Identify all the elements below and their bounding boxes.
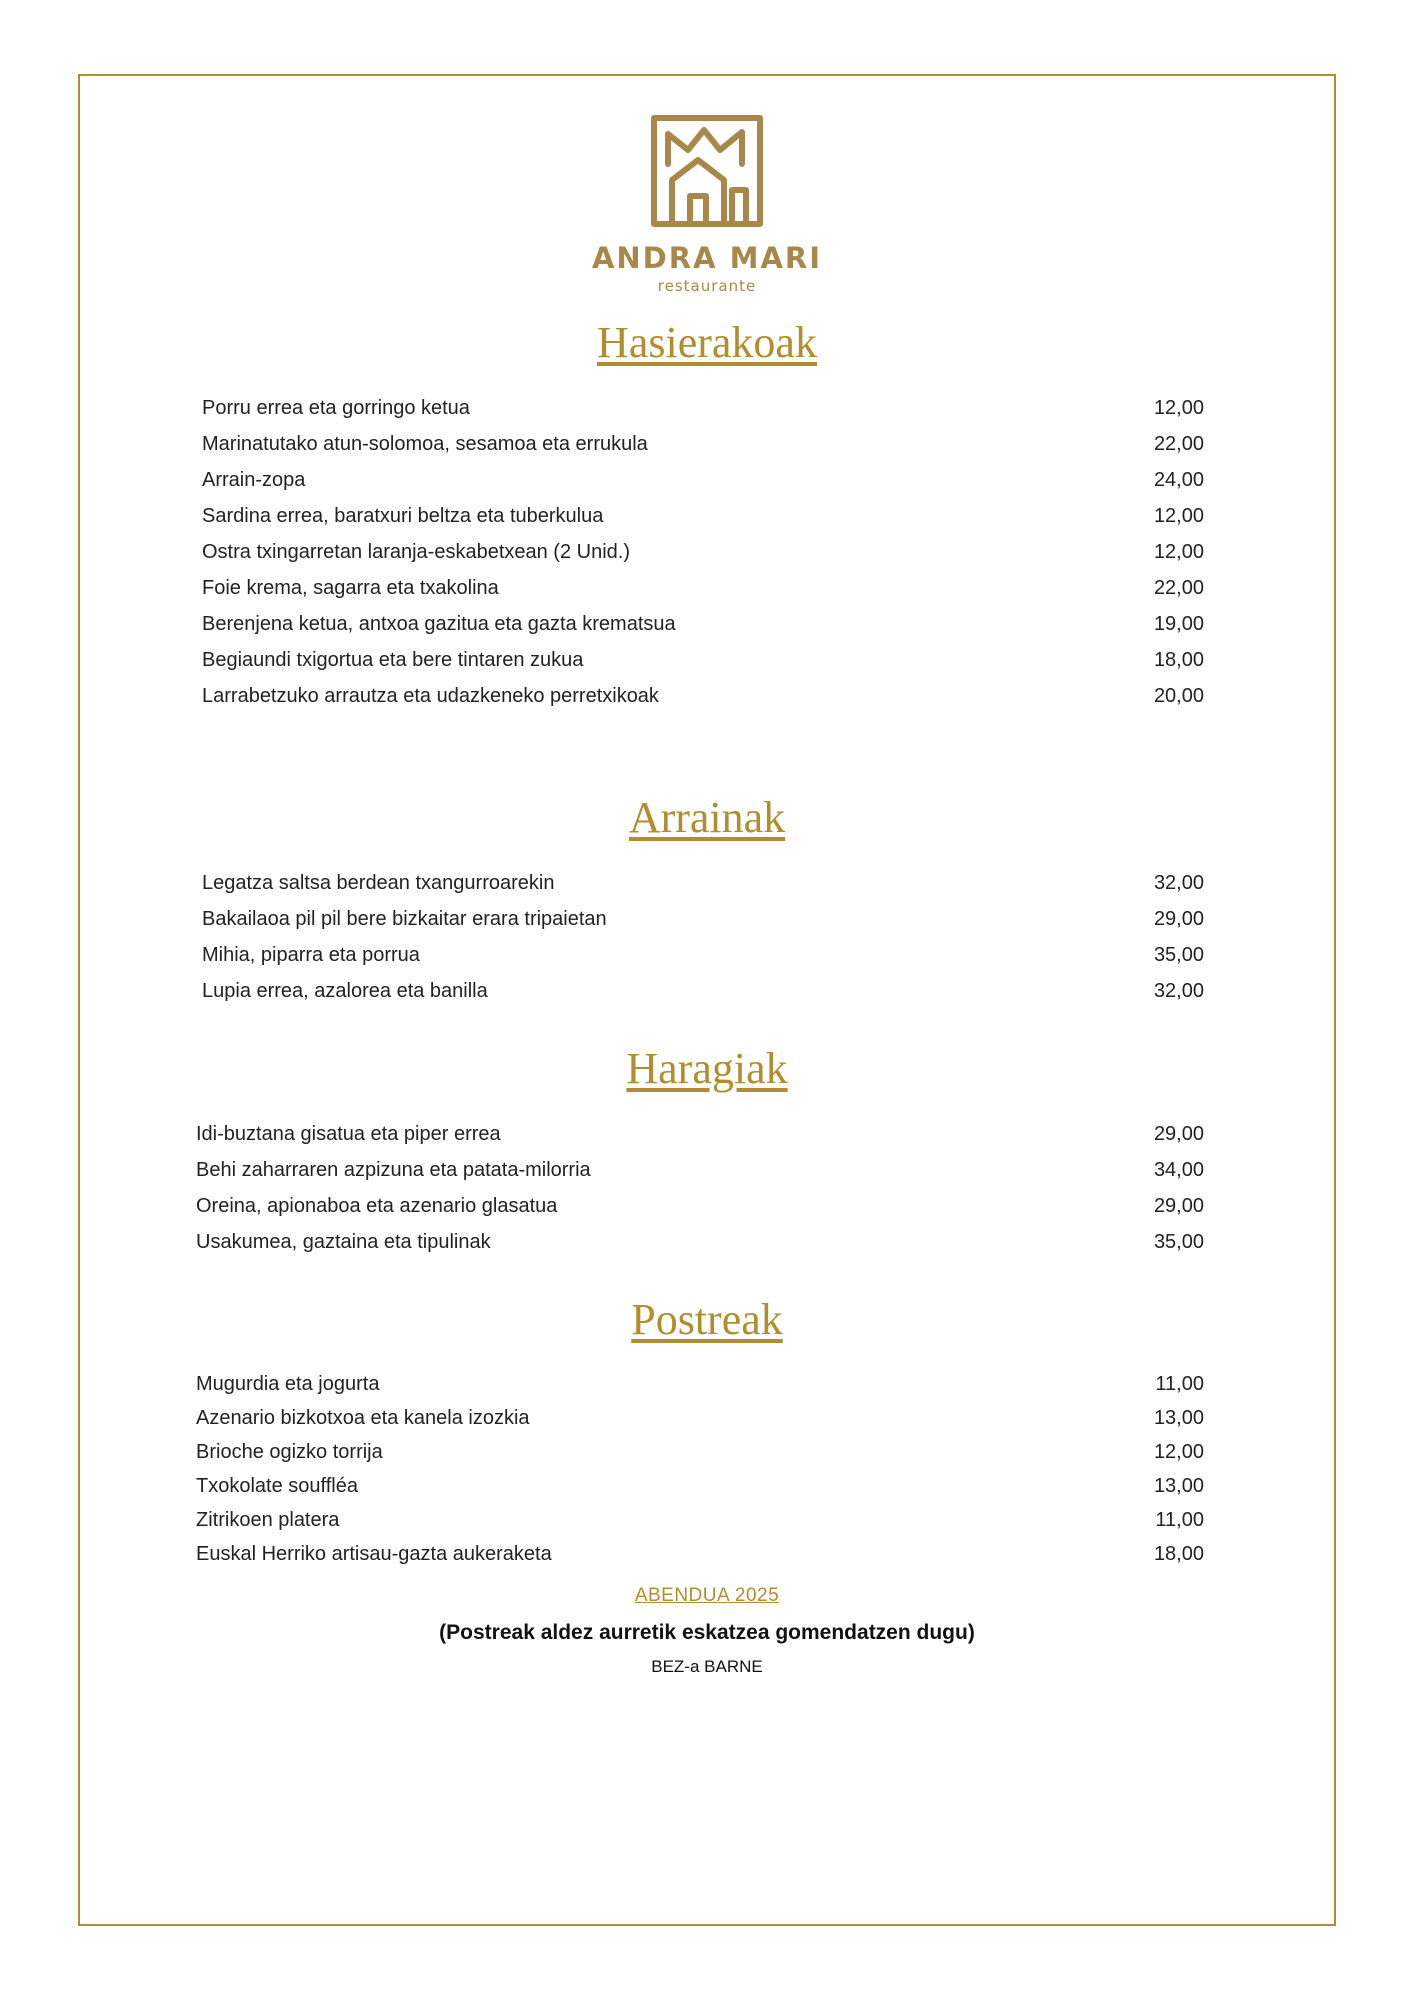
menu-item — [188, 642, 1226, 678]
menu-item-name: Behi zaharraren azpizuna eta patata-milorria — [196, 1159, 591, 1181]
menu-item-name: Porru errea eta gorringo ketua — [202, 397, 470, 419]
section-title-desserts: Postreak — [631, 1295, 783, 1344]
menu-item — [188, 498, 1226, 534]
menu-item — [188, 1401, 1226, 1435]
menu-item-price: 13,00 — [1153, 1475, 1204, 1497]
menu-item-name: Azenario bizkotxoa eta kanela izozkia — [196, 1407, 530, 1429]
menu-item — [188, 1469, 1226, 1503]
menu-item-price: 22,00 — [1153, 433, 1204, 455]
menu-item-price: 32,00 — [1153, 872, 1204, 894]
menu-item-price: 12,00 — [1153, 505, 1204, 527]
menu-item — [188, 1537, 1226, 1571]
menu-item-name: Begiaundi txigortua eta bere tintaren zukua — [202, 649, 584, 671]
menu-item — [188, 462, 1226, 498]
menu-item-name: Larrabetzuko arrautza eta udazkeneko perretxikoak — [202, 685, 659, 707]
section-items-starters — [188, 390, 1226, 714]
menu-item-price: 35,00 — [1153, 1231, 1204, 1253]
menu-item — [188, 865, 1226, 901]
menu-item-name: Lupia errea, azalorea eta banilla — [202, 980, 488, 1002]
menu-item-name: Euskal Herriko artisau-gazta aukeraketa — [196, 1543, 552, 1565]
brand-subtitle: restaurante — [657, 277, 757, 295]
menu-item — [188, 901, 1226, 937]
menu-item — [188, 1152, 1226, 1188]
menu-item-name: Txokolate souffléa — [196, 1475, 358, 1497]
menu-item-name: Berenjena ketua, antxoa gazitua eta gazta krematsua — [202, 613, 676, 635]
menu-item-price: 12,00 — [1153, 397, 1204, 419]
menu-item-name: Oreina, apionaboa eta azenario glasatua — [196, 1195, 558, 1217]
menu-item-name: Foie krema, sagarra eta txakolina — [202, 577, 499, 599]
menu-item — [188, 1116, 1226, 1152]
menu-item-name: Mugurdia eta jogurta — [196, 1373, 380, 1395]
section-items-desserts — [188, 1367, 1226, 1571]
menu-item-name: Marinatutako atun-solomoa, sesamoa eta errukula — [202, 433, 648, 455]
menu-item-price: 29,00 — [1153, 1195, 1204, 1217]
tax-note: BEZ-a BARNE — [651, 1657, 763, 1676]
menu-item-price: 32,00 — [1153, 980, 1204, 1002]
menu-item-name: Legatza saltsa berdean txangurroarekin — [202, 872, 555, 894]
menu-item-price: 19,00 — [1153, 613, 1204, 635]
menu-item-price: 11,00 — [1155, 1373, 1204, 1395]
menu-item-price: 18,00 — [1153, 649, 1204, 671]
menu-item — [188, 426, 1226, 462]
menu-item-name: Arrain-zopa — [202, 469, 306, 491]
menu-item — [188, 606, 1226, 642]
menu-item-name: Usakumea, gaztaina eta tipulinak — [196, 1231, 491, 1253]
restaurant-logo — [188, 74, 1226, 295]
house-mountain-logo-icon — [632, 104, 782, 234]
menu-item — [188, 937, 1226, 973]
menu-item — [188, 1435, 1226, 1469]
menu-item — [188, 1224, 1226, 1260]
menu-item-price: 20,00 — [1153, 685, 1204, 707]
menu-item-price: 12,00 — [1153, 1441, 1204, 1463]
menu-date: ABENDUA 2025 — [634, 1585, 780, 1606]
menu-item-price: 22,00 — [1153, 577, 1204, 599]
menu-item-name: Sardina errea, baratxuri beltza eta tuberkulua — [202, 505, 604, 527]
menu-content — [78, 74, 1336, 1926]
menu-item-price: 29,00 — [1153, 1123, 1204, 1145]
section-title-starters: Hasierakoak — [597, 318, 817, 367]
menu-item — [188, 973, 1226, 1009]
menu-item-price: 29,00 — [1153, 908, 1204, 930]
menu-item-price: 24,00 — [1153, 469, 1204, 491]
menu-item — [188, 1367, 1226, 1401]
dessert-note: (Postreak aldez aurretik eskatzea gomendatzen dugu) — [439, 1621, 975, 1644]
menu-item-name: Ostra txingarretan laranja-eskabetxean (2 Unid.) — [202, 541, 630, 563]
menu-footer — [188, 1585, 1226, 1677]
brand-name: ANDRA MARI — [591, 241, 823, 275]
menu-item — [188, 1503, 1226, 1537]
section-items-fish — [188, 865, 1226, 1009]
menu-item-price: 35,00 — [1153, 944, 1204, 966]
menu-item-price: 11,00 — [1155, 1509, 1204, 1531]
menu-item-name: Mihia, piparra eta porrua — [202, 944, 420, 966]
section-title-meat: Haragiak — [626, 1044, 788, 1093]
menu-item — [188, 390, 1226, 426]
menu-item — [188, 678, 1226, 714]
section-title-fish: Arrainak — [628, 793, 786, 842]
menu-item-price: 18,00 — [1153, 1543, 1204, 1565]
menu-item — [188, 534, 1226, 570]
menu-item-name: Brioche ogizko torrija — [196, 1441, 383, 1463]
section-items-meat — [188, 1116, 1226, 1260]
menu-item — [188, 570, 1226, 606]
menu-item-price: 13,00 — [1153, 1407, 1204, 1429]
menu-item — [188, 1188, 1226, 1224]
menu-item-price: 34,00 — [1153, 1159, 1204, 1181]
menu-item-price: 12,00 — [1153, 541, 1204, 563]
menu-item-name: Bakailaoa pil pil bere bizkaitar erara tripaietan — [202, 908, 607, 930]
menu-item-name: Idi-buztana gisatua eta piper errea — [196, 1123, 501, 1145]
menu-item-name: Zitrikoen platera — [196, 1509, 340, 1531]
